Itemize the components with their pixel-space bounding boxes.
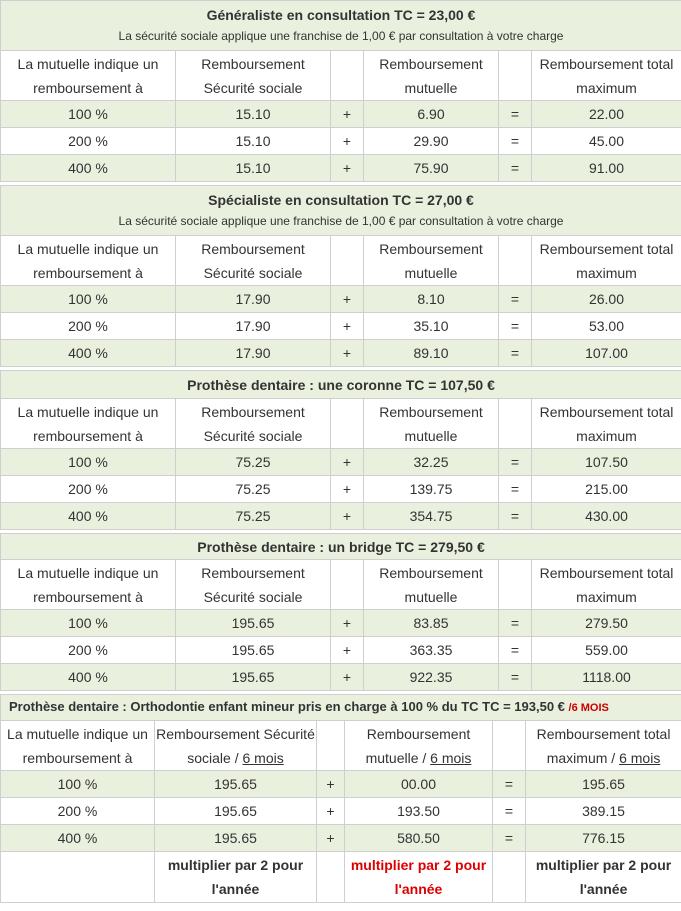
- block-note: La sécurité sociale applique une franchise de 1,00 € par consultation à votre charge: [118, 28, 564, 43]
- table-row: 100 % 75.25 + 32.25 = 107.50: [1, 449, 681, 476]
- col-header-mut: Remboursement mutuelle: [364, 560, 499, 610]
- table-specialiste: [0, 185, 681, 367]
- block-note: La sécurité sociale applique une franchise de 1,00 € par consultation à votre charge: [118, 213, 564, 228]
- col-header-total: Remboursement total maximum: [532, 51, 681, 101]
- col-header-total: Remboursement total maximum: [532, 236, 681, 286]
- table-row: 100 % 15.10 + 6.90 = 22.00: [1, 101, 681, 128]
- col-header-total: Remboursement total maximum: [532, 560, 681, 610]
- col-header-pct: La mutuelle indique un remboursement à: [1, 236, 176, 286]
- table-row: 200 % 75.25 + 139.75 = 215.00: [1, 476, 681, 503]
- footer-note-ss: multiplier par 2 pour l'année: [155, 852, 317, 903]
- table-couronne: [0, 370, 681, 530]
- col-header-ss: Remboursement Sécurité sociale: [176, 560, 331, 610]
- table-row: 100 % 17.90 + 8.10 = 26.00: [1, 286, 681, 313]
- col-header-mut: Remboursement mutuelle: [364, 236, 499, 286]
- table-row: 200 % 195.65 + 363.35 = 559.00: [1, 637, 681, 664]
- col-header-total: Remboursement total maximum: [532, 399, 681, 449]
- block-title: Généraliste en consultation TC = 23,00 €: [206, 6, 476, 23]
- table-row: 200 % 15.10 + 29.90 = 45.00: [1, 128, 681, 155]
- col-header-ss: Remboursement Sécurité sociale / 6 mois: [155, 721, 317, 771]
- col-header-total: Remboursement total maximum / 6 mois: [526, 721, 681, 771]
- block-header: [1, 1, 681, 51]
- table-orthodontie: [0, 694, 681, 903]
- block-header: [1, 186, 681, 236]
- period-badge: /6 MOIS: [568, 702, 609, 714]
- table-bridge: [0, 533, 681, 691]
- table-row: 400 % 17.90 + 89.10 = 107.00: [1, 340, 681, 367]
- col-header-pct: La mutuelle indique un remboursement à: [1, 51, 176, 101]
- footer-note-total: multiplier par 2 pour l'année: [526, 852, 681, 903]
- col-header-ss: Remboursement Sécurité sociale: [176, 236, 331, 286]
- footer-note-mut: multiplier par 2 pour l'année: [345, 852, 493, 903]
- col-header-ss: Remboursement Sécurité sociale: [176, 399, 331, 449]
- footer-row: [1, 852, 681, 903]
- col-header-pct: La mutuelle indique un remboursement à: [1, 560, 176, 610]
- col-header-ss: Remboursement Sécurité sociale: [176, 51, 331, 101]
- block-title: Prothèse dentaire : Orthodontie enfant mineur pris en charge à 100 % du TC TC = 193,50 €: [9, 699, 565, 714]
- col-header-pct: La mutuelle indique un remboursement à: [1, 721, 155, 771]
- block-header: [1, 534, 681, 560]
- table-generaliste: [0, 0, 681, 182]
- table-row: 100 % 195.65 + 00.00 = 195.65: [1, 771, 681, 798]
- table-row: 100 % 195.65 + 83.85 = 279.50: [1, 610, 681, 637]
- col-header-mut: Remboursement mutuelle / 6 mois: [345, 721, 493, 771]
- block-title: Prothèse dentaire : un bridge TC = 279,50 €: [197, 538, 485, 555]
- table-row: 200 % 17.90 + 35.10 = 53.00: [1, 313, 681, 340]
- block-title: Spécialiste en consultation TC = 27,00 €: [208, 191, 474, 208]
- table-row: 400 % 75.25 + 354.75 = 430.00: [1, 503, 681, 530]
- block-header: [1, 695, 681, 721]
- block-header: [1, 371, 681, 399]
- col-header-mut: Remboursement mutuelle: [364, 399, 499, 449]
- table-row: 400 % 195.65 + 922.35 = 1118.00: [1, 664, 681, 691]
- col-header-mut: Remboursement mutuelle: [364, 51, 499, 101]
- block-title: Prothèse dentaire : une coronne TC = 107,50 €: [187, 376, 495, 393]
- table-row: 200 % 195.65 + 193.50 = 389.15: [1, 798, 681, 825]
- table-row: 400 % 15.10 + 75.90 = 91.00: [1, 155, 681, 182]
- col-header-pct: La mutuelle indique un remboursement à: [1, 399, 176, 449]
- table-row: 400 % 195.65 + 580.50 = 776.15: [1, 825, 681, 852]
